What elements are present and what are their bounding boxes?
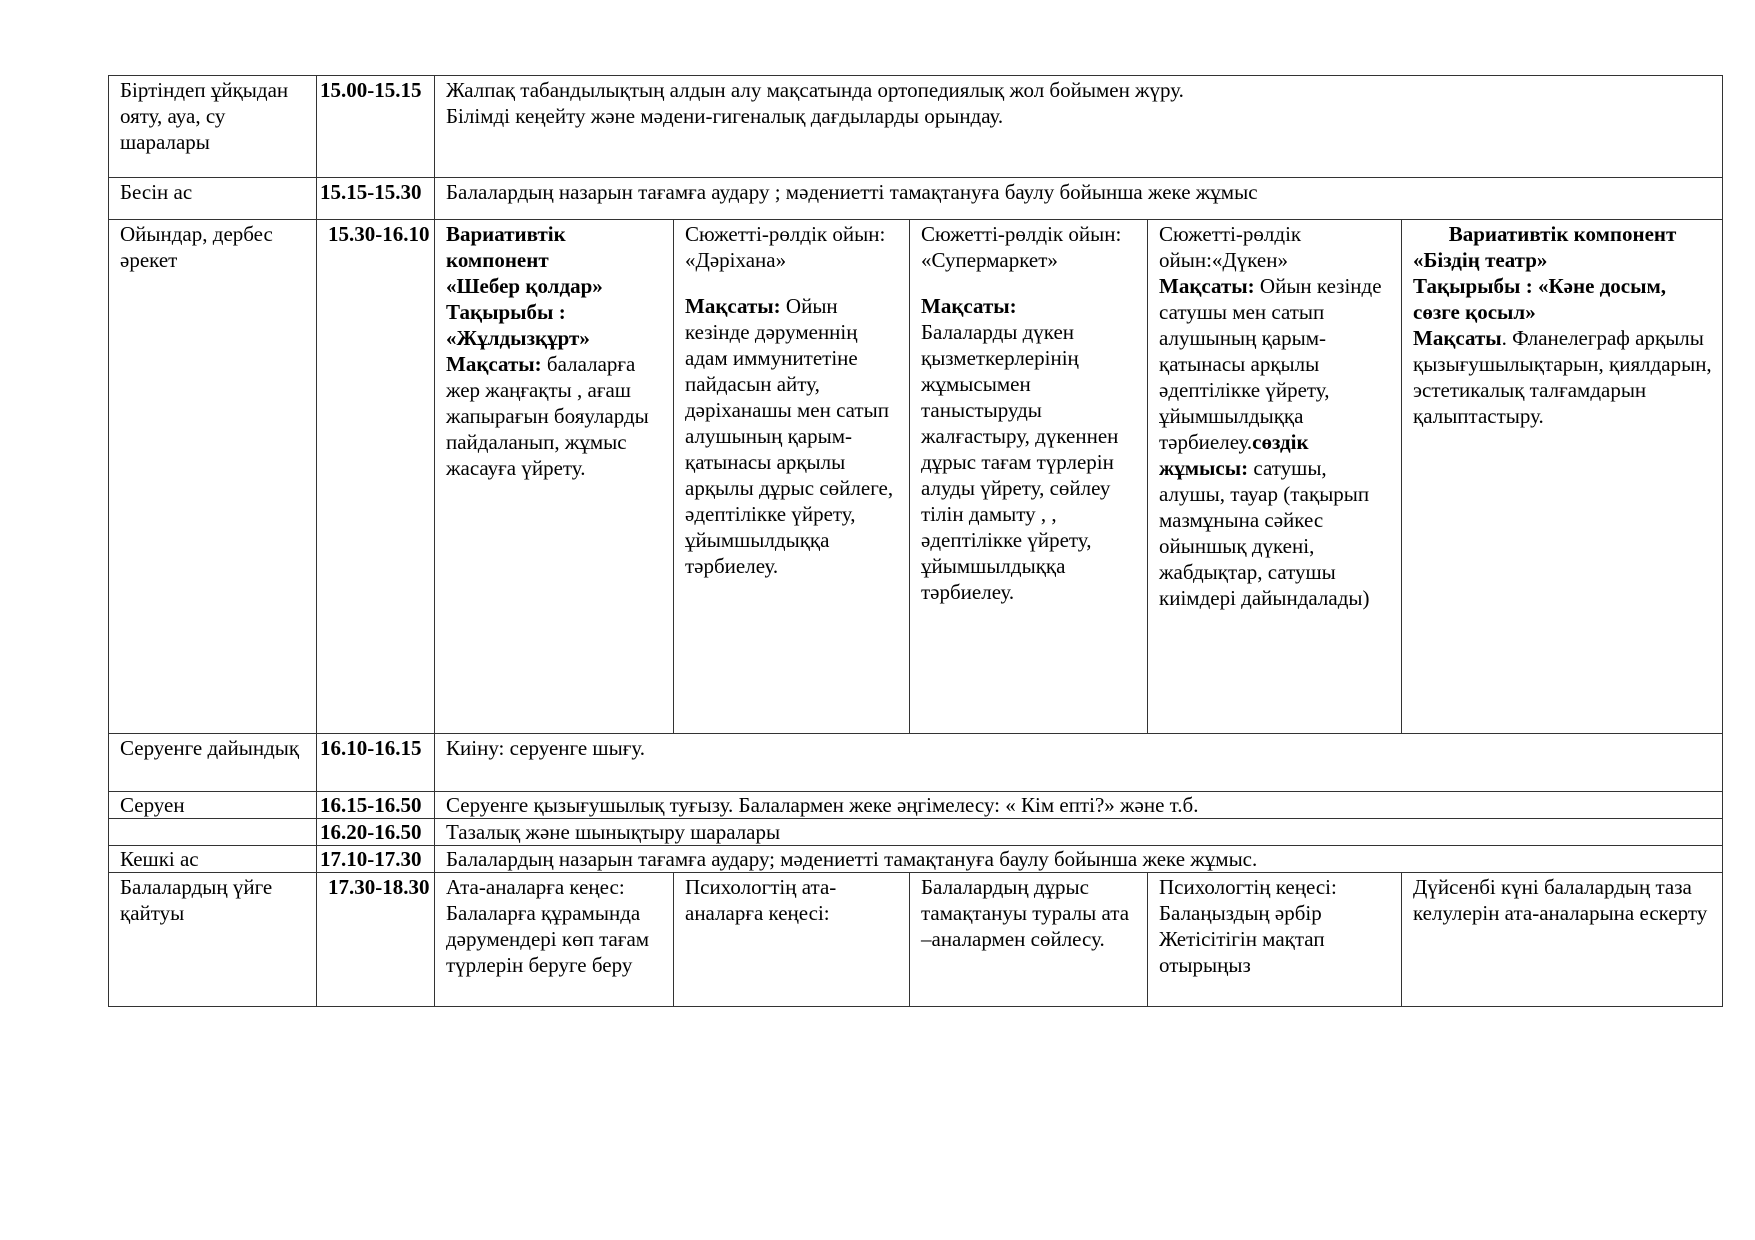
home-col-4: Психологтің кеңесі: Балаңыздың әрбір Жетісітігін мақтап отырыңыз — [1148, 873, 1402, 1007]
games-col-1-topic: Тақырыбы : «Жұлдызқұрт» — [446, 300, 590, 350]
time-walk: 16.15-16.50 — [317, 792, 435, 819]
activity-hygiene: Тазалық және шынықтыру шаралары — [435, 819, 1723, 846]
row-label-hygiene — [109, 819, 317, 846]
spacer — [921, 273, 1137, 293]
goal-text: . Фланелеграф арқылы қызығушылықтарын, қиялдарын, эстетикалық талғамдарын қалыптастыру. — [1413, 326, 1712, 428]
games-col-5 — [1402, 220, 1723, 734]
goal-text: Балаларды дүкен қызметкерлерінің жұмысымен таныстыруды жалғастыру, дүкеннен дұрыс тағам түрлерін алуды үйрету, сөйлеу тілін дамыту , , әдептілікке үйрету, ұйымшылдыққа тәрбиелеу. — [921, 320, 1119, 604]
row-label-walk: Серуен — [109, 792, 317, 819]
home-col-3: Балалардың дұрыс тамақтануы туралы ата –аналармен сөйлесу. — [910, 873, 1148, 1007]
home-col-1: Ата-аналарға кеңес: Балаларға құрамында дәрумендері көп тағам түрлерін беруге беру — [435, 873, 674, 1007]
table-row-snack — [109, 178, 1723, 220]
time-home: 17.30-18.30 — [317, 873, 435, 1007]
time-dinner: 17.10-17.30 — [317, 846, 435, 873]
activity-walk-prep: Киіну: серуенге шығу. — [435, 734, 1723, 792]
row-label-dinner: Кешкі ас — [109, 846, 317, 873]
time-walk-prep: 16.10-16.15 — [317, 734, 435, 792]
table-row-hygiene — [109, 819, 1723, 846]
games-col-5-goal — [1413, 325, 1712, 429]
goal-label: Мақсаты — [1413, 326, 1502, 350]
time-games: 15.30-16.10 — [317, 220, 435, 734]
row-label-wakeup: Біртіндеп ұйқыдан ояту, ауа, су шаралары — [109, 76, 317, 178]
vocab-label: сөздік жұмысы: — [1159, 430, 1309, 480]
table-row-home — [109, 873, 1723, 1007]
home-col-2: Психологтің ата-аналарға кеңесі: — [674, 873, 910, 1007]
games-col-1-title-1: Вариативтік компонент — [446, 222, 566, 272]
row-label-snack: Бесін ас — [109, 178, 317, 220]
games-col-2-title: Сюжетті-рөлдік ойын: «Дәріхана» — [685, 222, 886, 272]
time-wakeup: 15.00-15.15 — [317, 76, 435, 178]
games-col-5-title-1: Вариативтік компонент — [1448, 222, 1677, 246]
home-col-5: Дүйсенбі күні балалардың таза келулерін ата-аналарына ескерту — [1402, 873, 1723, 1007]
activity-snack: Балалардың назарын тағамға аудару ; мәдениетті тамақтануға баулу бойынша жеке жұмыс — [435, 178, 1723, 220]
goal-label: Мақсаты: — [921, 294, 1017, 318]
row-label-walk-prep: Серуенге дайындық — [109, 734, 317, 792]
table-row-walk-prep — [109, 734, 1723, 792]
spacer — [685, 273, 899, 293]
activity-dinner: Балалардың назарын тағамға аудару; мәдениетті тамақтануға баулу бойынша жеке жұмыс. — [435, 846, 1723, 873]
activity-wakeup — [435, 76, 1723, 178]
games-col-4-goal — [1159, 273, 1391, 611]
games-col-4-title: Сюжетті-рөлдік ойын:«Дүкен» — [1159, 222, 1302, 272]
row-label-home: Балалардың үйге қайтуы — [109, 873, 317, 1007]
table-row-games — [109, 220, 1723, 734]
daily-schedule-table — [108, 75, 1723, 1007]
goal-text: балаларға жер жаңғақты , ағаш жапырағын бояуларды пайдаланып, жұмыс жасауға үйрету. — [446, 352, 649, 480]
goal-label: Мақсаты: — [446, 352, 542, 376]
time-snack: 15.15-15.30 — [317, 178, 435, 220]
table-row-walk — [109, 792, 1723, 819]
games-col-3-title: Сюжетті-рөлдік ойын: «Супермаркет» — [921, 222, 1122, 272]
games-col-1-goal — [446, 351, 663, 481]
games-col-5-topic: Тақырыбы : «Кәне досым, сөзге қосыл» — [1413, 274, 1667, 324]
vocab-text: сатушы, алушы, тауар (тақырып мазмұнына сәйкес ойыншық дүкені, жабдықтар, сатушы киімдері дайындалады) — [1159, 456, 1370, 610]
goal-label: Мақсаты: — [1159, 274, 1255, 298]
time-hygiene: 16.20-16.50 — [317, 819, 435, 846]
wakeup-line-1: Жалпақ табандылықтың алдын алу мақсатында ортопедиялық жол бойымен жүру. — [446, 78, 1184, 102]
games-col-2 — [674, 220, 910, 734]
games-col-2-goal — [685, 293, 899, 579]
goal-text: Ойын кезінде дәруменнің адам иммунитетіне пайдасын айту, дәріханашы мен сатып алушының қарым-қатынасы арқылы арқылы дұрыс сөйлеге, әдептілікке үйрету, ұйымшылдыққа тәрбиелеу. — [685, 294, 894, 578]
table-row-wakeup — [109, 76, 1723, 178]
games-col-5-title-2: «Біздің театр» — [1413, 248, 1548, 272]
table-row-dinner — [109, 846, 1723, 873]
games-col-3 — [910, 220, 1148, 734]
goal-text: Ойын кезінде сатушы мен сатып алушының қарым-қатынасы арқылы әдептілікке үйрету, ұйымшылдыққа тәрбиелеу. — [1159, 274, 1382, 454]
row-label-games: Ойындар, дербес әрекет — [109, 220, 317, 734]
games-col-1-title-2: «Шебер қолдар» — [446, 274, 603, 298]
games-col-4 — [1148, 220, 1402, 734]
wakeup-line-2: Білімді кеңейту және мәдени-гигеналық дағдыларды орындау. — [446, 104, 1004, 128]
activity-walk: Серуенге қызығушылық туғызу. Балалармен жеке әңгімелесу: « Кім епті?» және т.б. — [435, 792, 1723, 819]
games-col-1 — [435, 220, 674, 734]
goal-label: Мақсаты: — [685, 294, 781, 318]
